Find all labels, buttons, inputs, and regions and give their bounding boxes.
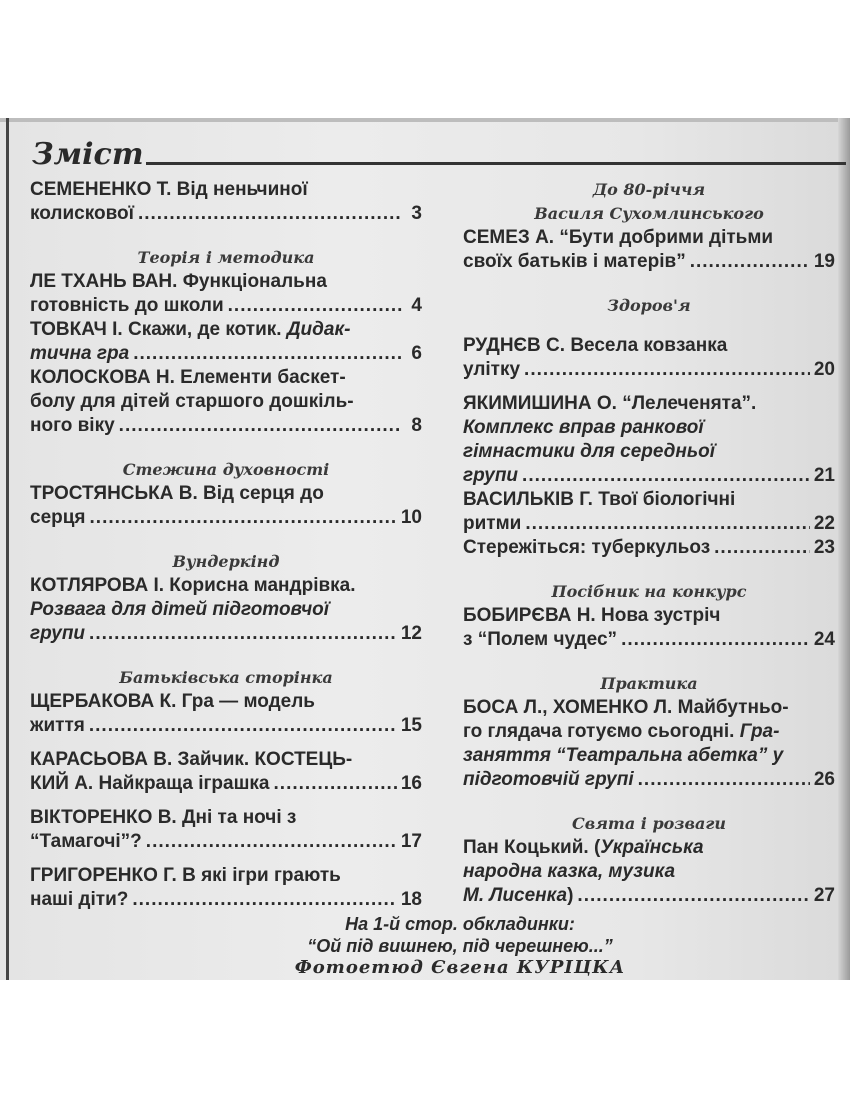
page-number: 3 [411, 203, 422, 224]
leader-dots [274, 772, 397, 796]
leader-dots [132, 888, 396, 912]
toc-entry[interactable] [30, 482, 422, 530]
entry-subtitle: Розвага для дітей підготовчої [30, 599, 330, 620]
entry-subtitle: заняття “Театральна абетка” у [463, 745, 784, 766]
section-title: Стежина духовності [122, 460, 330, 479]
entry-subtitle: Українська [600, 837, 704, 858]
entry-subtitle: народна казка, музика [463, 861, 676, 882]
leader-dots [714, 536, 810, 560]
page-number: 8 [411, 415, 422, 436]
toc-entry[interactable] [30, 864, 422, 912]
toc-entry[interactable] [30, 318, 422, 366]
entry-line: своїх батьків і матерів” [463, 251, 686, 272]
entry-last-line [463, 884, 835, 908]
page-number: 21 [813, 465, 835, 486]
leader-dots [89, 714, 397, 738]
entry-line: Стережіться: туберкульоз [463, 537, 711, 558]
entry-line: ТРОСТЯНСЬКА В. Від серця до [30, 483, 324, 504]
entry-text: ) [567, 885, 574, 906]
leader-dots [525, 512, 810, 536]
leader-dots [119, 414, 402, 438]
page-number: 20 [813, 359, 835, 380]
leader-dots [228, 294, 402, 318]
entry-line [30, 318, 422, 342]
entry-line: СЕМЕЗ А. “Бути добрими дітьми [463, 227, 774, 248]
entry-line [463, 884, 573, 908]
page-number: 15 [400, 715, 422, 736]
page-number: 18 [400, 889, 422, 910]
entry-last-line [463, 628, 835, 652]
heading-rule [146, 162, 846, 165]
entry-line: життя [30, 715, 85, 736]
entry-subtitle: групи [30, 623, 86, 644]
toc-entry[interactable] [30, 366, 422, 438]
entry-last-line [30, 714, 422, 738]
entry-subtitle: гімнастики для середньої [463, 441, 716, 462]
cover-note [230, 913, 690, 979]
section-title: Теорія і методика [137, 248, 315, 267]
section-title: Василя Сухомлинського [534, 204, 764, 223]
section-title: Здоров'я [607, 296, 691, 315]
entry-line: серця [30, 507, 86, 528]
entry-text: ТОВКАЧ І. Скажи, де котик. [30, 319, 287, 340]
section-title: Вундеркінд [172, 552, 280, 571]
toc-entry[interactable] [30, 748, 422, 796]
entry-line: ЛЕ ТХАНЬ ВАН. Функціональна [30, 271, 327, 292]
entry-line: СЕМЕНЕНКО Т. Від неньчиної [30, 179, 308, 200]
leader-dots [138, 202, 402, 226]
cover-note-caption: “Ой під вишнею, під черешнею...” [307, 936, 613, 956]
left-margin-rule [6, 118, 9, 980]
entry-line: “Тамагочі”? [30, 831, 142, 852]
entry-line: наші діти? [30, 889, 129, 910]
entry-line: КАРАСЬОВА В. Зайчик. КОСТЕЦЬ- [30, 749, 353, 770]
entry-line: КОТЛЯРОВА І. Корисна мандрівка. [30, 575, 356, 596]
page-number: 24 [813, 629, 835, 650]
contents-heading: Зміст [32, 137, 144, 172]
leader-dots [577, 884, 809, 908]
entry-last-line [30, 202, 422, 226]
toc-entry[interactable] [30, 270, 422, 318]
toc-entry[interactable] [463, 392, 835, 488]
toc-entry[interactable] [30, 690, 422, 738]
leader-dots [90, 506, 397, 530]
entry-line: ритми [463, 513, 522, 534]
entry-line: болу для дітей старшого дошкіль- [30, 391, 354, 412]
top-border [0, 118, 850, 122]
toc-entry[interactable] [463, 604, 835, 652]
entry-subtitle: Гра- [739, 721, 780, 742]
entry-last-line [463, 250, 835, 274]
entry-last-line [463, 768, 835, 792]
page-number: 6 [411, 343, 422, 364]
toc-entry[interactable] [463, 488, 835, 536]
entry-line: КОЛОСКОВА Н. Елементи баскет- [30, 367, 346, 388]
toc-entry[interactable] [463, 836, 835, 908]
toc-entry[interactable] [30, 806, 422, 854]
entry-line: ВІКТОРЕНКО В. Дні та ночі з [30, 807, 297, 828]
toc-entry[interactable] [30, 178, 422, 226]
entry-subtitle: М. Лисенка [463, 885, 568, 906]
leader-dots [522, 464, 810, 488]
entry-line: улітку [463, 359, 521, 380]
page-number: 16 [400, 773, 422, 794]
entry-subtitle: тична гра [30, 343, 130, 364]
section-title: Батьківська сторінка [119, 668, 333, 687]
leader-dots [638, 768, 810, 792]
leader-dots [524, 358, 810, 382]
entry-line: ВАСИЛЬКІВ Г. Твої біологічні [463, 489, 736, 510]
entry-line: КИЙ А. Найкраща іграшка [30, 773, 270, 794]
entry-last-line [30, 506, 422, 530]
toc-entry[interactable] [463, 536, 835, 560]
toc-entry[interactable] [30, 574, 422, 646]
entry-line [463, 836, 835, 860]
page-number: 4 [411, 295, 422, 316]
entry-subtitle: підготовчій групі [463, 769, 634, 790]
entry-line: БОСА Л., ХОМЕНКО Л. Майбутньо- [463, 697, 789, 718]
entry-last-line [463, 512, 835, 536]
entry-last-line [30, 772, 422, 796]
entry-subtitle: групи [463, 465, 519, 486]
section-title: Свята і розваги [571, 814, 727, 833]
entry-subtitle: Дидак- [286, 319, 351, 340]
page-number: 26 [813, 769, 835, 790]
section-title: Практика [600, 674, 698, 693]
entry-last-line [463, 464, 835, 488]
entry-last-line [463, 358, 835, 382]
leader-dots [621, 628, 810, 652]
left-column [30, 178, 422, 912]
page-number: 23 [813, 537, 835, 558]
page-number: 17 [400, 831, 422, 852]
entry-last-line [30, 888, 422, 912]
entry-last-line [463, 536, 835, 560]
right-column [463, 178, 835, 908]
entry-last-line [30, 622, 422, 646]
toc-entry[interactable] [463, 226, 835, 274]
cover-note-title: На 1-й стор. обкладинки: [345, 914, 575, 934]
entry-line: ЯКИМИШИНА О. “Лелеченята”. [463, 393, 757, 414]
entry-text: Пан Коцький. ( [463, 837, 601, 858]
entry-last-line [30, 294, 422, 318]
entry-subtitle: Комплекс вправ ранкової [463, 417, 704, 438]
entry-line: РУДНЄВ С. Весела ковзанка [463, 335, 728, 356]
photo-credit: Фотоетюд Євгена КУРІЦКА [294, 957, 626, 978]
leader-dots [133, 342, 402, 366]
entry-line: готовність до школи [30, 295, 224, 316]
leader-dots [690, 250, 810, 274]
entry-line: ного віку [30, 415, 115, 436]
section-title: Посібник на конкурс [551, 582, 747, 601]
page-number: 22 [813, 513, 835, 534]
toc-entry[interactable] [463, 696, 835, 792]
entry-line: ЩЕРБАКОВА К. Гра — модель [30, 691, 315, 712]
page-number: 19 [813, 251, 835, 272]
leader-dots [146, 830, 397, 854]
entry-line: БОБИРЄВА Н. Нова зустріч [463, 605, 721, 626]
toc-entry[interactable] [463, 334, 835, 382]
entry-last-line [30, 830, 422, 854]
page-edge-shadow [838, 118, 850, 980]
entry-line: з “Полем чудес” [463, 629, 618, 650]
entry-line: колискової [30, 203, 134, 224]
entry-last-line [30, 342, 422, 366]
page-number: 10 [400, 507, 422, 528]
entry-text: го глядача готуємо сьогодні. [463, 721, 740, 742]
page-number: 12 [400, 623, 422, 644]
entry-last-line [30, 414, 422, 438]
section-title: До 80-річчя [592, 180, 706, 199]
leader-dots [89, 622, 397, 646]
entry-line: ГРИГОРЕНКО Г. В які ігри грають [30, 865, 341, 886]
page-number: 27 [813, 885, 835, 906]
entry-line [463, 720, 835, 744]
